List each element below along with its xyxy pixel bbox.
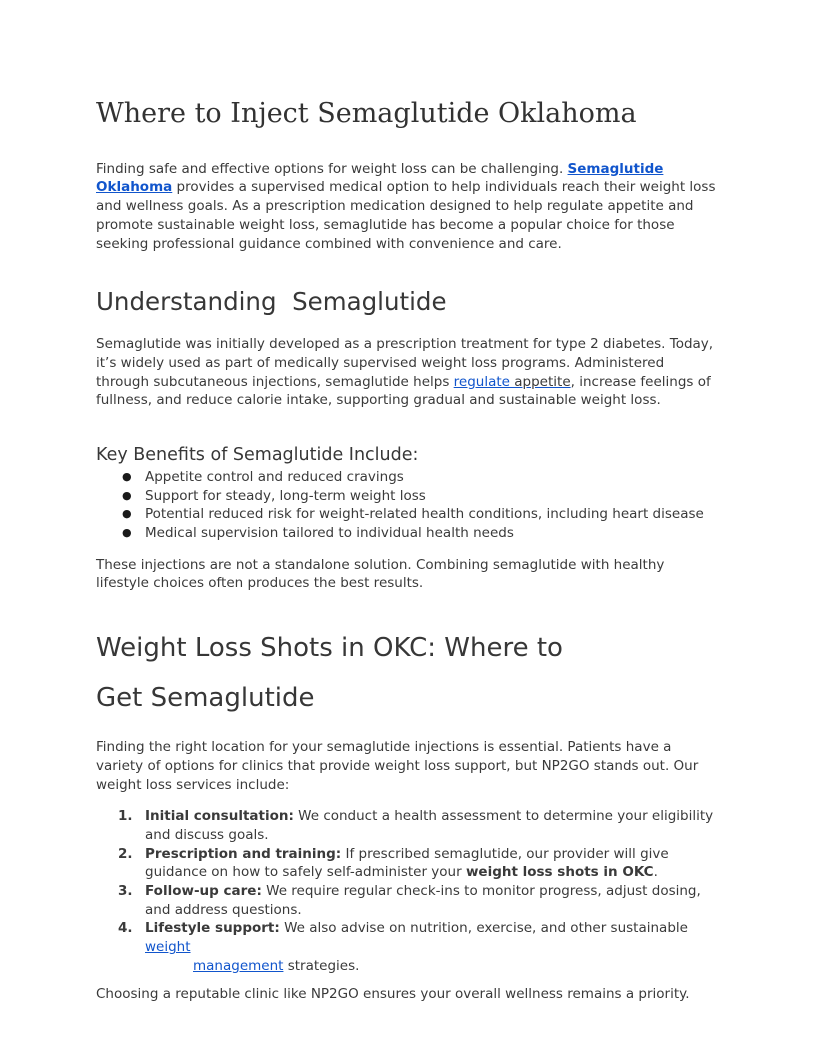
step-number: 4. <box>118 920 133 937</box>
section-heading-understanding: Understanding Semaglutide <box>96 287 447 317</box>
step-number: 1. <box>118 808 133 825</box>
intro-text-after: provides a supervised medical option to help individuals reach their weight loss and wellness goals. As a prescription medication designed to help regulate appetite and promote sustainable weight loss, semaglutide has become a popular choice for those seeking professional guidance combined with convenience and care. <box>96 179 716 252</box>
page-title: Where to Inject Semaglutide Oklahoma <box>96 98 637 129</box>
bullet-icon: ● <box>122 488 132 502</box>
understanding-text-before: Semaglutide was initially developed as a prescription treatment for type 2 diabetes. Today, it’s widely used as part of medically supervised weight loss programs. Administered through subcutaneous injections, semaglutide helps <box>96 336 714 390</box>
regulate-appetite-link[interactable] <box>454 374 571 390</box>
benefit-text: Potential reduced risk for weight-related health conditions, including heart disease <box>145 506 704 523</box>
step-text: We also advise on nutrition, exercise, and other sustainable <box>279 920 688 937</box>
list-item <box>96 487 716 506</box>
step-label: Initial consultation: <box>145 808 294 825</box>
benefit-text: Medical supervision tailored to individual health needs <box>145 525 514 542</box>
list-item <box>96 505 716 524</box>
weight-management-link-part2[interactable]: management <box>193 957 284 974</box>
intro-paragraph <box>96 160 716 254</box>
list-item <box>96 919 716 975</box>
step-number: 3. <box>118 883 133 900</box>
list-item <box>96 807 716 844</box>
understanding-closing-paragraph: These injections are not a standalone solution. Combining semaglutide with healthy lifestyle choices often produces the best results. <box>96 556 665 592</box>
step-label: Lifestyle support: <box>145 920 280 937</box>
benefit-text: Appetite control and reduced cravings <box>145 468 404 485</box>
step-text: We conduct a health assessment to determine your eligibility and discuss goals. <box>145 808 714 843</box>
semaglutide-oklahoma-link[interactable]: Semaglutide Oklahoma <box>96 160 664 196</box>
bullet-icon: ● <box>122 507 132 521</box>
regulate-appetite-link-dark: appetite <box>509 373 571 390</box>
understanding-text-after: , increase feelings of fullness, and reduce calorie intake, supporting gradual and sustainable weight loss. <box>96 373 711 409</box>
list-item <box>96 468 716 487</box>
okc-heading-line1: Weight Loss Shots in OKC: Where to <box>96 633 563 664</box>
step-bold-phrase: weight loss shots in OKC <box>465 864 654 881</box>
weight-management-link-part1[interactable]: weight <box>145 939 191 956</box>
step-label: Prescription and training: <box>145 845 342 862</box>
regulate-appetite-link-blue: regulate <box>453 373 510 390</box>
section-heading-okc <box>96 623 716 723</box>
bullet-icon: ● <box>122 526 132 540</box>
benefits-heading: Key Benefits of Semaglutide Include: <box>96 444 419 465</box>
services-steps-list <box>96 807 716 975</box>
benefits-list <box>96 468 716 543</box>
benefit-text: Support for steady, long-term weight loss <box>145 487 426 504</box>
step-label: Follow-up care: <box>145 883 262 900</box>
bullet-icon: ● <box>122 469 132 483</box>
step-text-after: . <box>653 864 658 881</box>
step-text: If prescribed semaglutide, our provider will give guidance on how to safely self-administer your <box>145 845 669 881</box>
list-item <box>96 524 716 543</box>
step-wrapped-line <box>145 958 359 974</box>
step-text-after: strategies. <box>283 957 360 974</box>
step-text: We require regular check-ins to monitor progress, adjust dosing, and address questions. <box>145 883 701 918</box>
step-number: 2. <box>118 845 133 862</box>
list-item <box>96 845 716 882</box>
list-item <box>96 882 716 919</box>
okc-heading-line2: Get Semaglutide <box>96 683 315 714</box>
understanding-paragraph <box>96 335 716 410</box>
intro-text-before: Finding safe and effective options for weight loss can be challenging. <box>96 160 568 177</box>
okc-closing-paragraph: Choosing a reputable clinic like NP2GO ensures your overall wellness remains a priority. <box>96 985 690 1002</box>
okc-paragraph: Finding the right location for your semaglutide injections is essential. Patients have a variety of options for clinics that provide weight loss support, but NP2GO stands out. Our weight loss services include: <box>96 739 699 793</box>
